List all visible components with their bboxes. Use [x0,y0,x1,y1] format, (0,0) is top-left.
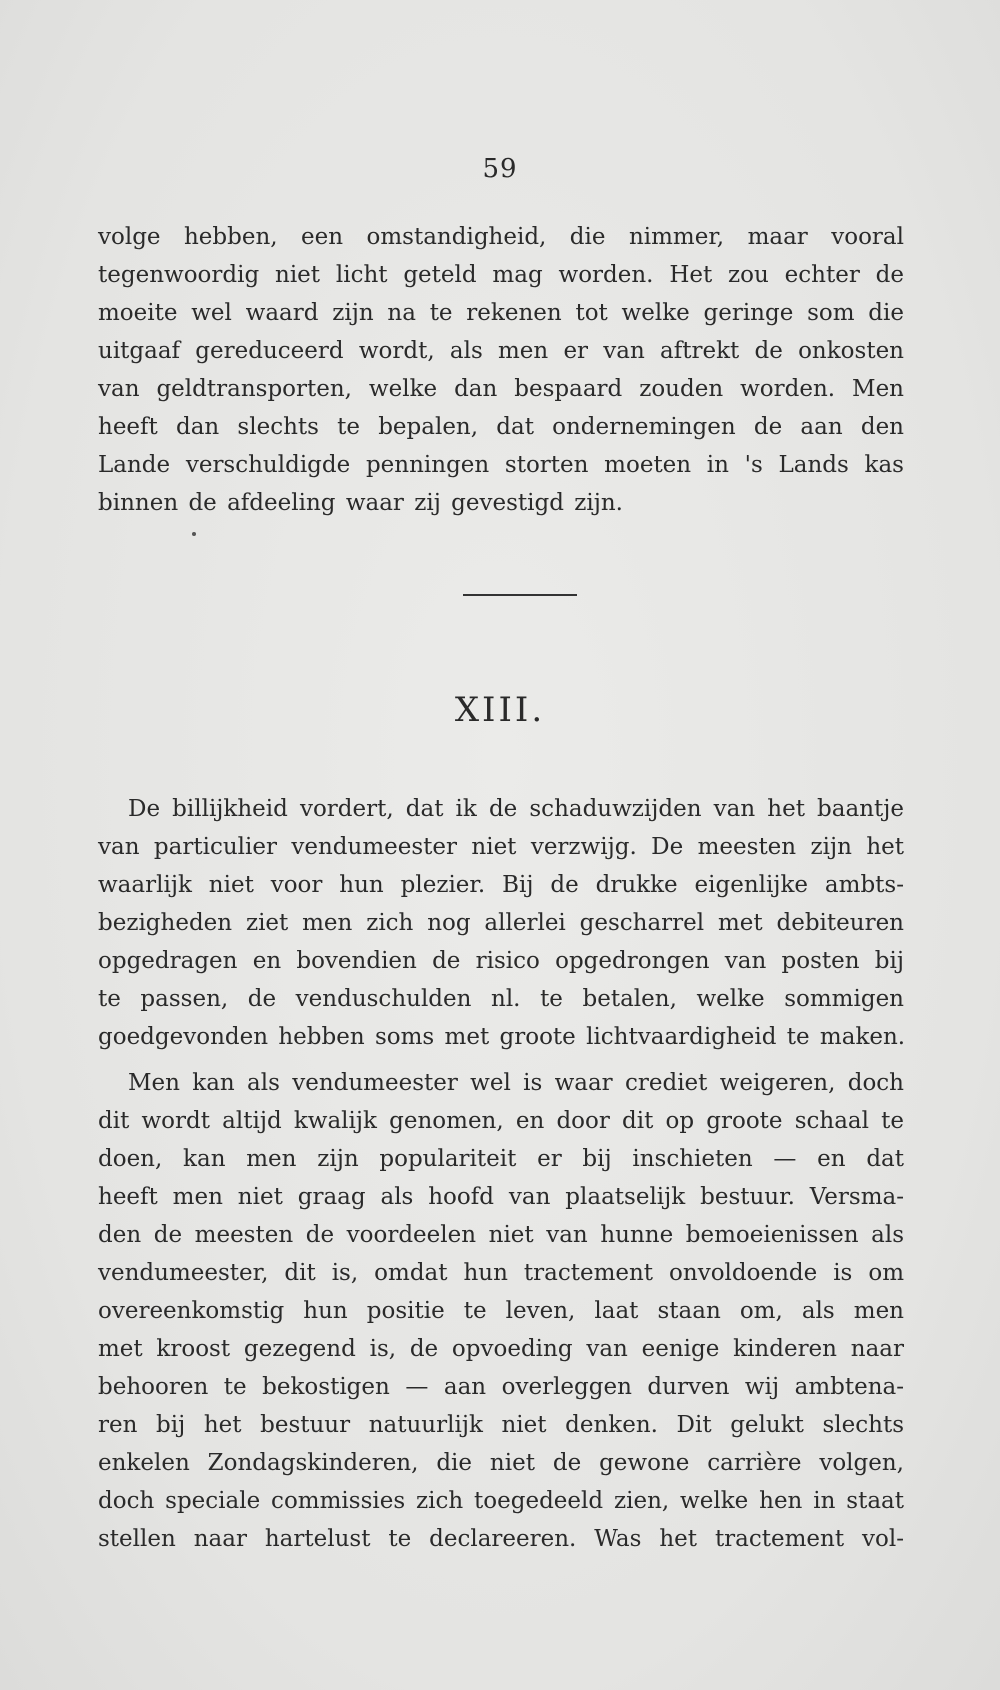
text-line: bezigheden ziet men zich nog allerlei gescharrel met debiteuren [98,910,904,936]
text-line: heeft dan slechts te bepalen, dat ondernemingen de aan den [98,414,904,440]
text-line: goedgevonden hebben soms met groote lichtvaardigheid te maken. [98,1024,906,1050]
text-line: vendumeester, dit is, omdat hun tractement onvoldoende is om [98,1260,904,1286]
text-line: behooren te bekostigen — aan overleggen durven wij ambtena- [98,1374,904,1400]
text-line: te passen, de venduschulden nl. te betalen, welke sommigen [98,986,904,1012]
paragraph-1 [98,218,904,522]
print-speck [192,532,196,536]
text-line: binnen de afdeeling waar zij gevestigd zijn. [98,490,623,516]
text-line: enkelen Zondagskinderen, die niet de gewone carrière volgen, [98,1450,904,1476]
paragraph-2 [98,790,904,1056]
text-line: met kroost gezegend is, de opvoeding van eenige kinderen naar [98,1336,904,1362]
text-line: dit wordt altijd kwalijk genomen, en door dit op groote schaal te [98,1108,904,1134]
text-line: van particulier vendumeester niet verzwijg. De meesten zijn het [98,834,904,860]
text-line: den de meesten de voordeelen niet van hunne bemoeienissen als [98,1222,904,1248]
text-line: ren bij het bestuur natuurlijk niet denken. Dit gelukt slechts [98,1412,904,1438]
paragraph-3 [98,1064,904,1558]
text-line: uitgaaf gereduceerd wordt, als men er van aftrekt de onkosten [98,338,904,364]
text-line: doen, kan men zijn populariteit er bij inschieten — en dat [98,1146,904,1172]
text-line: heeft men niet graag als hoofd van plaatselijk bestuur. Versma- [98,1184,904,1210]
chapter-heading: XIII. [454,690,546,730]
text-line: Lande verschuldigde penningen storten moeten in 's Lands kas [98,452,904,478]
text-line: volge hebben, een omstandigheid, die nimmer, maar vooral [98,224,904,250]
text-line: opgedragen en bovendien de risico opgedrongen van posten bij [98,948,904,974]
text-line: overeenkomstig hun positie te leven, laat staan om, als men [98,1298,904,1324]
page-number: 59 [482,154,518,184]
section-divider [463,594,577,596]
text-line: tegenwoordig niet licht geteld mag worden. Het zou echter de [98,262,904,288]
text-line: van geldtransporten, welke dan bespaard zouden worden. Men [98,376,904,402]
text-line: doch speciale commissies zich toegedeeld zien, welke hen in staat [98,1488,904,1514]
text-line: Men kan als vendumeester wel is waar crediet weigeren, doch [128,1070,904,1096]
text-line: waarlijk niet voor hun plezier. Bij de drukke eigenlijke ambts- [98,872,904,898]
text-line: moeite wel waard zijn na te rekenen tot welke geringe som die [98,300,904,326]
text-line: De billijkheid vordert, dat ik de schaduwzijden van het baantje [128,796,904,822]
text-line: stellen naar hartelust te declareeren. Was het tractement vol- [98,1526,904,1552]
